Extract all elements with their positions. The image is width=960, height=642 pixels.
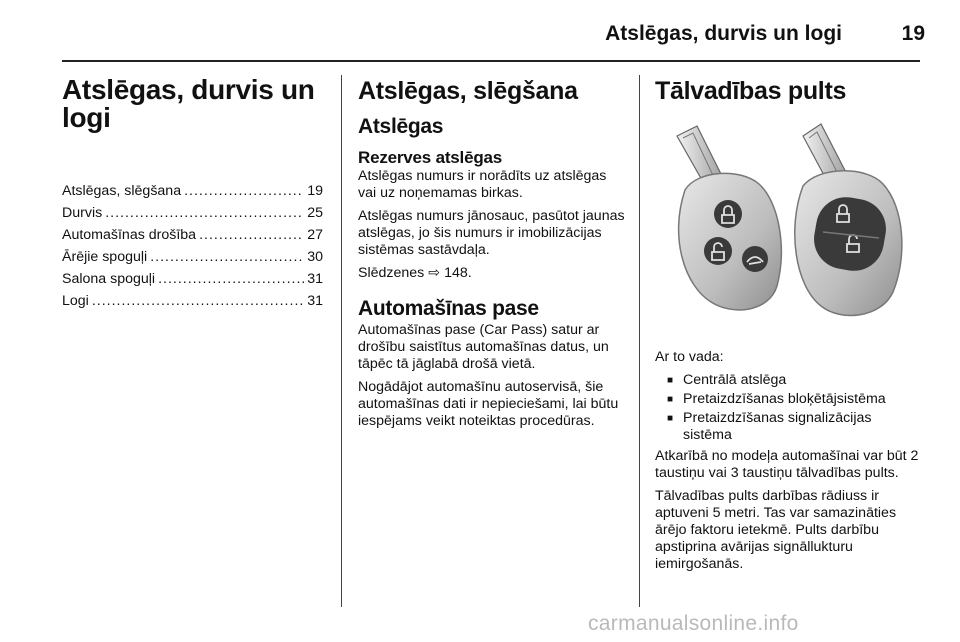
page-number: 19 bbox=[901, 22, 925, 45]
toc-page[interactable]: 19 bbox=[307, 183, 323, 199]
toc-page[interactable]: 25 bbox=[307, 205, 323, 221]
toc-label[interactable]: Atslēgas, slēgšana bbox=[62, 183, 182, 199]
toc-page[interactable]: 27 bbox=[307, 227, 323, 243]
toc-entry[interactable] bbox=[62, 246, 323, 268]
column-divider-right bbox=[639, 75, 640, 607]
subsection-title-keys: Atslēgas bbox=[358, 115, 444, 138]
toc-entry[interactable] bbox=[62, 290, 323, 312]
table-of-contents bbox=[62, 180, 323, 312]
toc-page[interactable]: 30 bbox=[307, 249, 323, 265]
left-column bbox=[62, 76, 323, 312]
toc-page[interactable]: 31 bbox=[307, 293, 323, 309]
toc-label[interactable]: Salona spoguļi bbox=[62, 271, 156, 287]
cross-reference[interactable] bbox=[358, 265, 628, 282]
toc-label[interactable]: Ārējie spoguļi bbox=[62, 249, 148, 265]
toc-page[interactable]: 31 bbox=[307, 271, 323, 287]
paragraph: Automašīnas pase (Car Pass) satur ar drošību saistītus automašīnas datus, un tāpēc tā jāglabā drošā vietā. bbox=[358, 322, 609, 372]
watermark: carmanualsonline.info bbox=[588, 612, 799, 635]
toc-leader bbox=[92, 290, 304, 312]
list-item: ■ Pretaizdzīšanas bloķētājsistēma bbox=[655, 391, 920, 408]
paragraph: Tālvadības pults darbības rādiuss ir aptuveni 5 metri. Tas var samazināties ārējo faktoru ietekmē. Pults darbību apstiprina avārijas signāllukturu iemirgošanās. bbox=[655, 488, 897, 572]
heading-spare-keys: Rezerves atslēgas bbox=[358, 148, 503, 167]
paragraph: Atkarībā no modeļa automašīnai var būt 2 taustiņu vai 3 taustiņu tālvadības pults. bbox=[655, 448, 919, 481]
toc-label[interactable]: Automašīnas drošība bbox=[62, 227, 197, 243]
heading-car-pass: Automašīnas pase bbox=[358, 297, 539, 320]
running-header-title: Atslēgas, durvis un logi bbox=[605, 22, 842, 45]
toc-leader bbox=[199, 224, 304, 246]
paragraph: Atslēgas numurs ir norādīts uz atslēgas vai uz noņemamas birkas. bbox=[358, 168, 607, 201]
toc-leader bbox=[105, 202, 304, 224]
section-title-remote-control: Tālvadības pults bbox=[655, 77, 847, 105]
toc-entry[interactable] bbox=[62, 202, 323, 224]
toc-entry[interactable] bbox=[62, 268, 323, 290]
toc-leader bbox=[184, 180, 304, 202]
toc-label[interactable]: Logi bbox=[62, 293, 89, 309]
list-item: ■ Centrālā atslēga bbox=[655, 372, 920, 389]
arrow-reference-icon: ⇨ bbox=[428, 265, 441, 281]
toc-leader bbox=[150, 246, 304, 268]
function-list bbox=[655, 372, 920, 444]
middle-column bbox=[358, 76, 628, 436]
section-title-keys-locking: Atslēgas, slēgšana bbox=[358, 77, 578, 105]
header-rule bbox=[62, 60, 920, 62]
list-intro: Ar to vada: bbox=[655, 349, 724, 365]
paragraph: Nogādājot automašīnu autoservisā, šie automašīnas dati ir nepieciešami, lai būtu iespējams veikt noteiktas procedūras. bbox=[358, 379, 619, 429]
remote-keys-illustration bbox=[655, 118, 920, 328]
cross-reference-text: Slēdzenes bbox=[358, 265, 425, 281]
column-divider-left bbox=[341, 75, 342, 607]
list-item: ■ Pretaizdzīšanas signalizācijas sistēma bbox=[655, 410, 920, 444]
paragraph: Atslēgas numurs jānosauc, pasūtot jaunas atslēgas, jo šis numurs ir imobilizācijas sistēmas sastāvdaļa. bbox=[358, 208, 625, 258]
toc-entry[interactable] bbox=[62, 180, 323, 202]
cross-reference-page[interactable]: 148. bbox=[444, 265, 472, 281]
toc-label[interactable]: Durvis bbox=[62, 205, 103, 221]
toc-entry[interactable] bbox=[62, 224, 323, 246]
chapter-title: Atslēgas, durvis un logi bbox=[62, 74, 315, 133]
toc-leader bbox=[158, 268, 304, 290]
right-column bbox=[655, 76, 920, 579]
